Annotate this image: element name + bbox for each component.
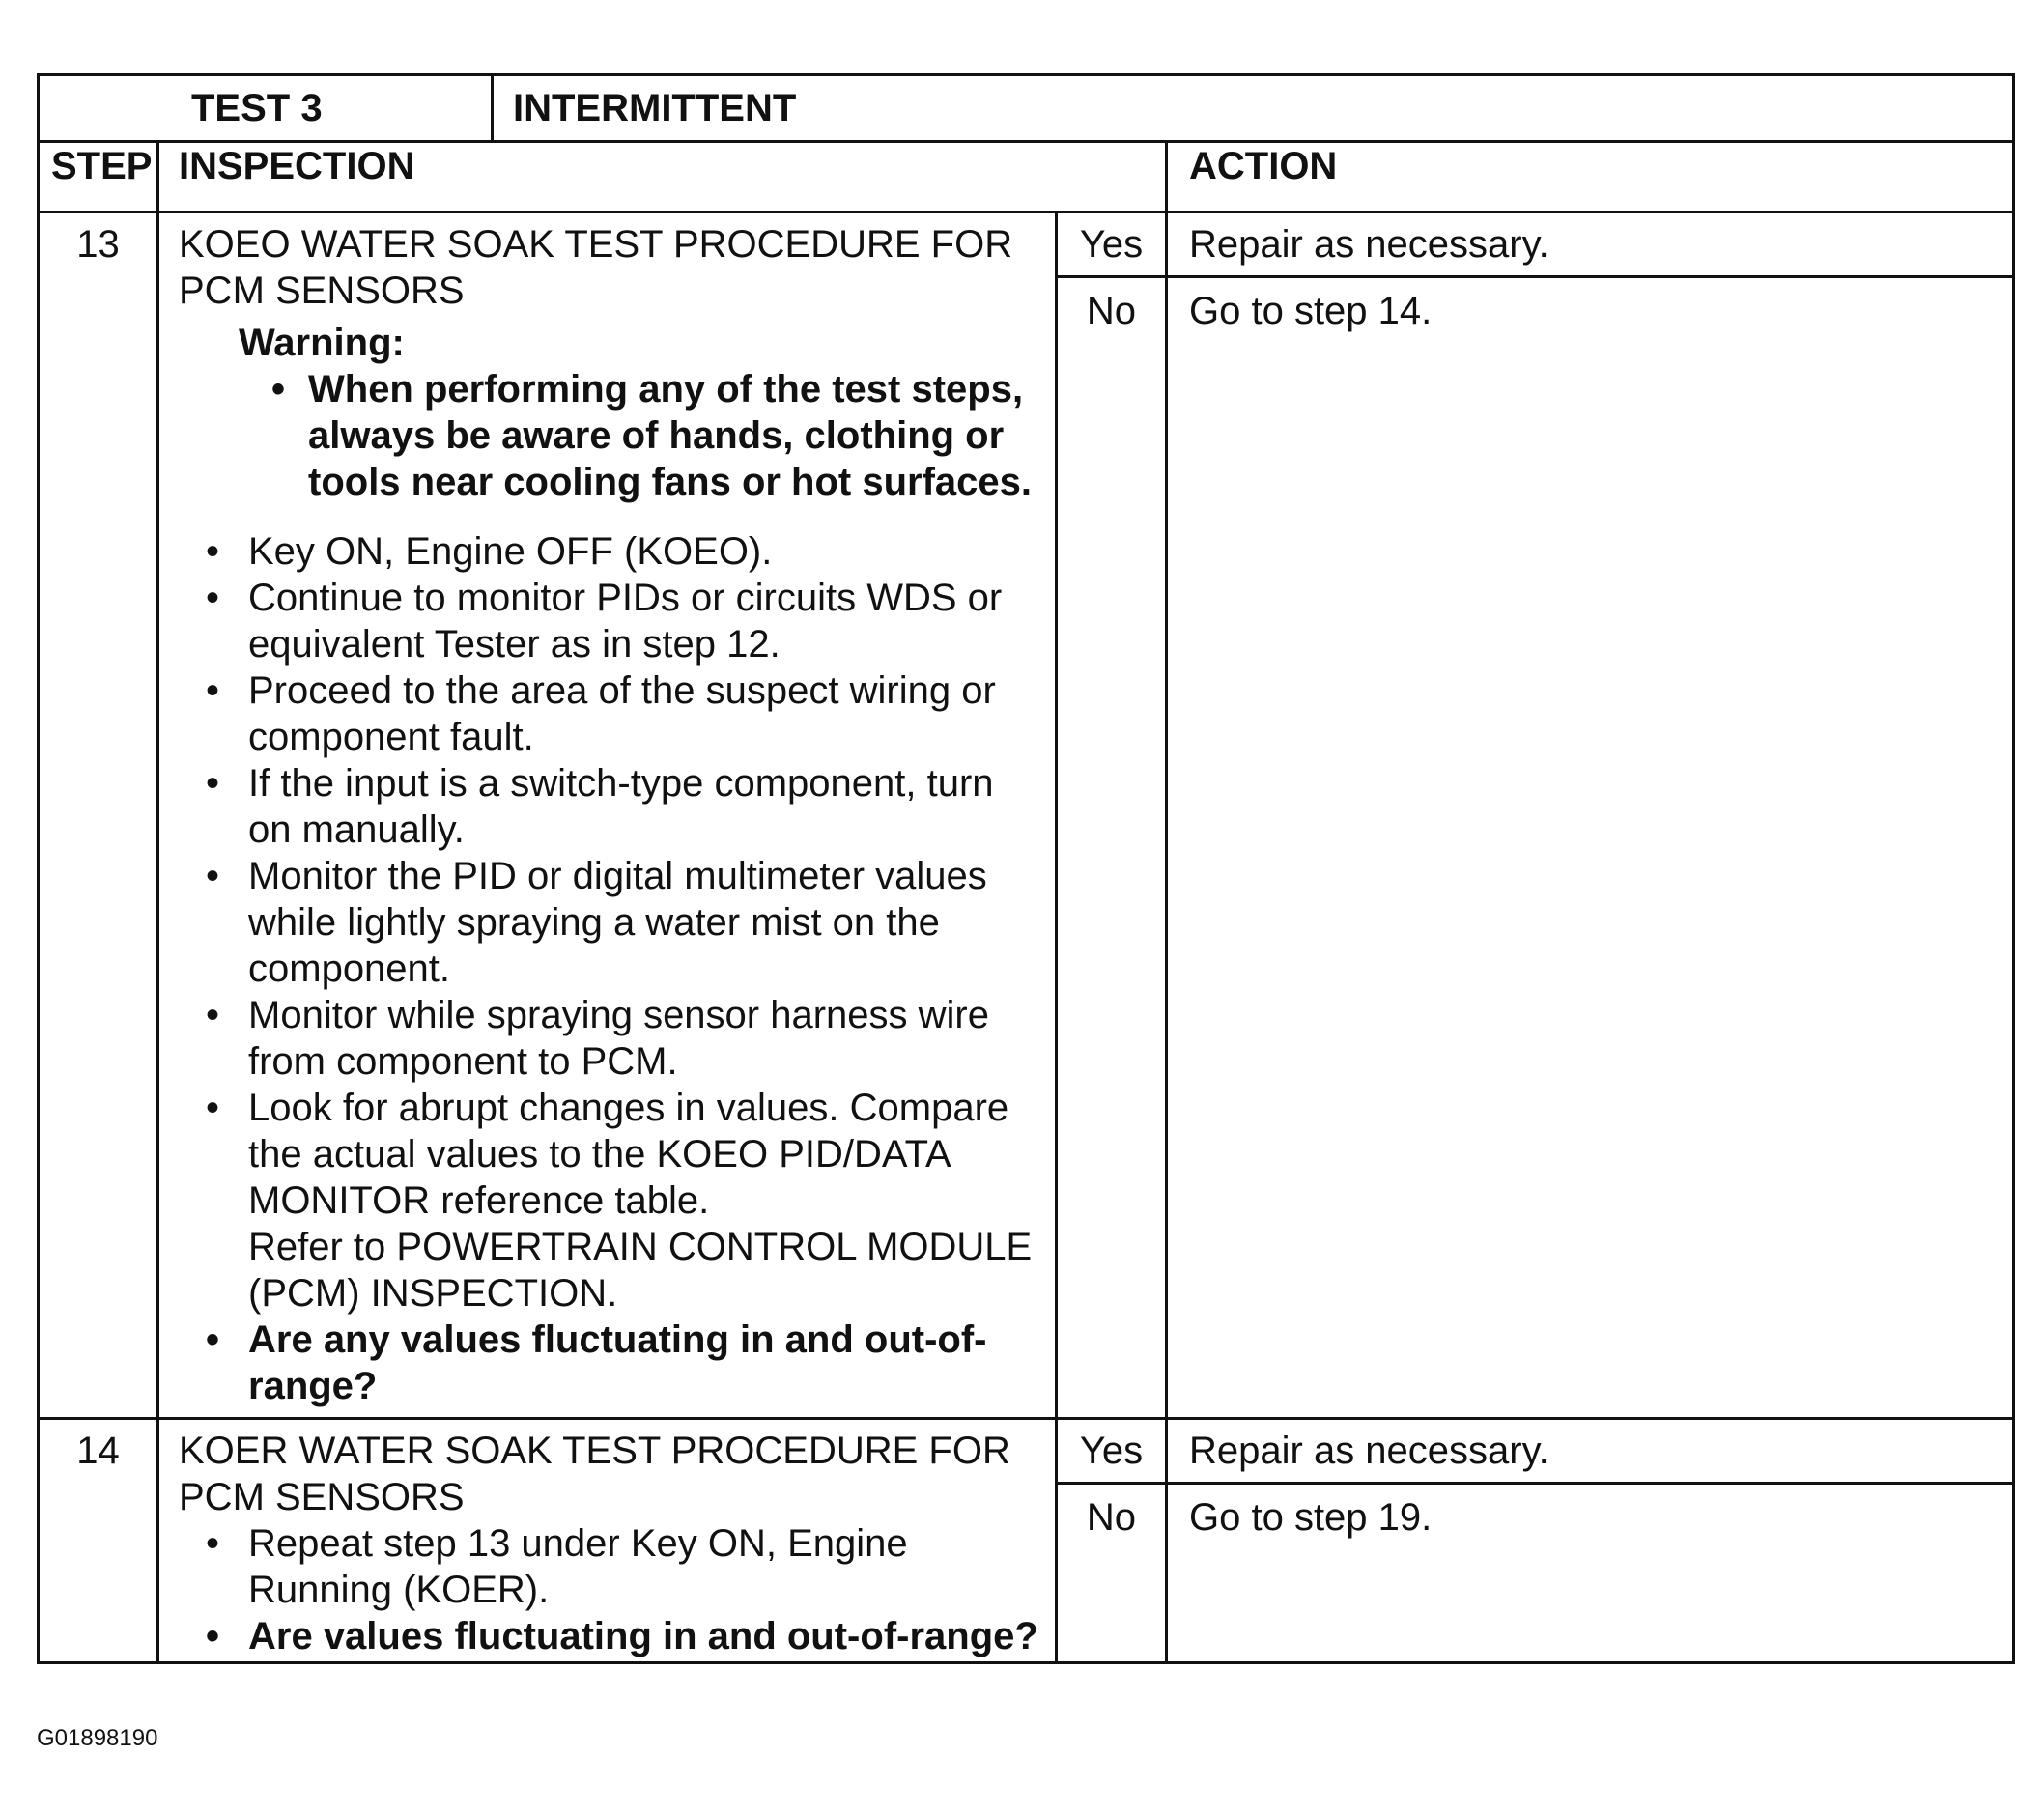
- step-14-yes-label: Yes: [1057, 1419, 1167, 1484]
- list-item: • Monitor the PID or digital multimeter values while lightly spraying a water mist on the component.: [205, 855, 987, 990]
- step-14-title-line1: KOER WATER SOAK TEST PROCEDURE FOR: [179, 1430, 1010, 1472]
- step-13-title-line2: PCM SENSORS: [179, 269, 465, 312]
- question-item: • Are values fluctuating in and out-of-range?: [205, 1615, 1038, 1657]
- figure-id: G01898190: [37, 1725, 158, 1751]
- step-13-number: 13: [39, 212, 158, 1419]
- step-14-number: 14: [39, 1419, 158, 1663]
- test-table: [37, 73, 2015, 1664]
- action-header: ACTION: [1167, 142, 2014, 212]
- step-14-inspection: [158, 1419, 1057, 1663]
- step-14-no-action: Go to step 19.: [1167, 1484, 2014, 1663]
- step-13-yes-label: Yes: [1057, 212, 1167, 277]
- step-13-question-list: [179, 1317, 1047, 1409]
- step-14-yes-action: Repair as necessary.: [1167, 1419, 2014, 1484]
- test-number: TEST 3: [40, 76, 494, 140]
- refer-text: Refer to POWERTRAIN CONTROL MODULE (PCM) INSPECTION.: [248, 1226, 1033, 1315]
- question-item: • Are any values fluctuating in and out-of-range?: [205, 1318, 987, 1407]
- list-item: • If the input is a switch-type component, turn on manually.: [205, 762, 994, 851]
- list-item: • Proceed to the area of the suspect wiring or component fault.: [205, 669, 996, 758]
- step-13-bullets: [179, 528, 1047, 1224]
- step-13-title-line1: KOEO WATER SOAK TEST PROCEDURE FOR: [179, 223, 1013, 266]
- list-item: • Key ON, Engine OFF (KOEO).: [205, 530, 773, 573]
- step-13-no-action: Go to step 14.: [1167, 277, 2014, 1419]
- list-item: • Monitor while spraying sensor harness wire from component to PCM.: [205, 994, 989, 1083]
- header-row: [39, 142, 2014, 212]
- step-14-bullets: [179, 1520, 1047, 1659]
- list-item: • Look for abrupt changes in values. Compare the actual values to the KOEO PID/DATA MONITOR reference table.: [205, 1087, 1009, 1222]
- warning-list: [179, 366, 1047, 505]
- list-item: • Continue to monitor PIDs or circuits WDS or equivalent Tester as in step 12.: [205, 577, 1003, 666]
- step-13-inspection: [158, 212, 1057, 1419]
- step-13-no-label: No: [1057, 277, 1167, 1419]
- step-13-row-yes: [39, 212, 2014, 277]
- warning-item: • When performing any of the test steps, always be aware of hands, clothing or tools near cooling fans or hot surfaces.: [270, 368, 1033, 503]
- step-14-title-line2: PCM SENSORS: [179, 1476, 465, 1518]
- inspection-header: INSPECTION: [158, 142, 1167, 212]
- step-header: STEP: [39, 142, 158, 212]
- step-14-no-label: No: [1057, 1484, 1167, 1663]
- step-13-yes-action: Repair as necessary.: [1167, 212, 2014, 277]
- warning-label: Warning:: [239, 322, 405, 364]
- list-item: • Repeat step 13 under Key ON, Engine Running (KOER).: [205, 1522, 908, 1611]
- step-14-row-yes: [39, 1419, 2014, 1484]
- test-name: INTERMITTENT: [513, 87, 797, 129]
- title-row: [39, 75, 2014, 142]
